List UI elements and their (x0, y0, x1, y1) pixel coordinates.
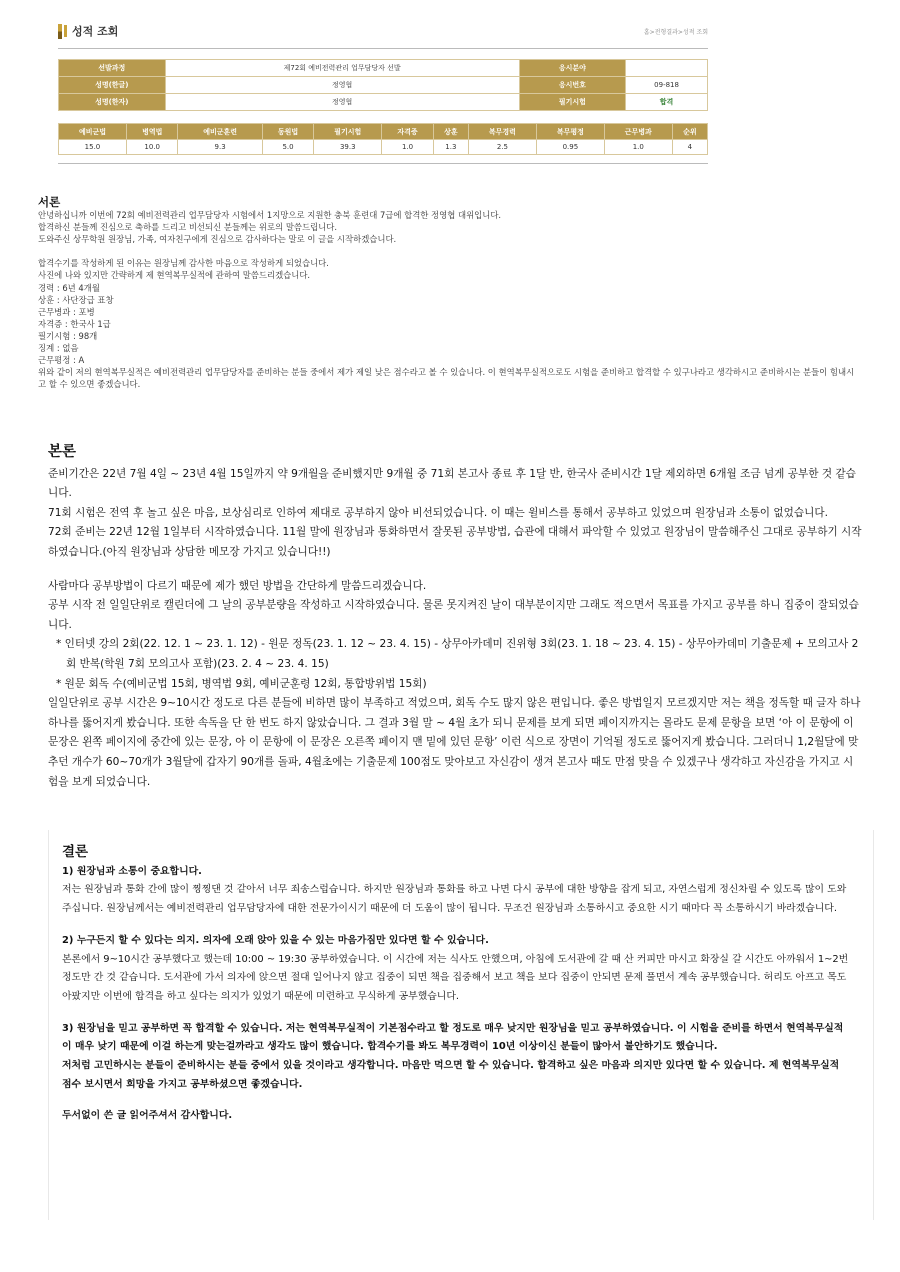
title-accent-icon (64, 25, 67, 37)
table-header-row (59, 124, 708, 140)
info-label: 성명(한자) (59, 94, 166, 111)
section-divider (48, 830, 49, 1220)
point-text: 본론에서 9~10시간 공부했다고 했는데 10:00 ~ 19:30 공부하였습니다. 이 시간에 저는 식사도 안했으며, 아침에 도서관에 갈 때 산 커피만 마시고 화장실 갈 시간도 아까워서 1~2번 정도만 간 것 같습니다. 도서관에 가서 의자에 앉으면 절대 일어나지 않고 집중이 되면 책을 집중해서 보고 책을 보다 집중이 안되면 문제 풀면서 계속 공부했습니다. 허리도 아프고 목도 아팠지만 이번에 합격을 하고 싶다는 의지가 있었기 때문에 미련하고 무식하게 공부했습니다. (62, 953, 849, 1002)
title-bar-icon (58, 24, 62, 39)
column-header: 예비군법 (59, 124, 127, 140)
column-header: 동원법 (262, 124, 314, 140)
body-paragraph: 72회 준비는 22년 12월 1일부터 시작하였습니다. 11월 말에 원장님과 통화하면서 잘못된 공부방법, 습관에 대해서 파악할 수 있었고 원장님이 말씀해주신 그대로 공부하기 시작하였습니다.(아직 원장님과 상담한 메모장 가지고 있습니다!!) (48, 526, 862, 558)
score-cell: 15.0 (59, 140, 127, 155)
breadcrumb[interactable]: 홈>전형결과>성적 조회 (643, 28, 708, 36)
body-section (48, 443, 863, 792)
info-value: 정영협 (165, 94, 519, 111)
score-cell: 1.3 (433, 140, 468, 155)
intro-line: 안녕하십니까 이번에 72회 예비전력관리 업무담당자 시험에서 1지망으로 지원한 충북 훈련대 7급에 합격한 정영협 대위입니다. (38, 210, 502, 221)
intro-closing: 위와 같이 저의 현역복무실적은 예비전력관리 업무담당자를 준비하는 분들 중에서 제가 제일 낮은 점수라고 볼 수 있습니다. 이 현역복무실적으로도 시험을 준비하고 합격할 수 있구나라고 생각하시고 준비하시는 분들이 힘내시고 할 수 있으면 좋겠습니다. (38, 367, 855, 390)
scores-section (58, 123, 708, 164)
column-header: 예비군훈련 (178, 124, 262, 140)
info-value (626, 60, 708, 77)
info-label: 응시분야 (519, 60, 625, 77)
info-label: 성명(한글) (59, 77, 166, 94)
body-paragraph: 공부 시작 전 일일단위로 캘린더에 그 날의 공부분량을 작성하고 시작하였습니다. 물론 못지켜진 날이 대부분이지만 그래도 적으면서 목표를 가지고 공부를 하니 집중이 잘되었습니다. (48, 599, 859, 631)
certificate-item: 자격증 : 한국사 1급 (38, 318, 111, 329)
score-cell: 2.5 (468, 140, 536, 155)
page-title (58, 23, 118, 39)
score-cell: 9.3 (178, 140, 262, 155)
review-count-bullet: * 원문 회독 수(예비군법 15회, 병역법 9회, 예비군훈령 12회, 통합방위법 15회) (56, 677, 427, 690)
evaluation-item: 근무평정 : A (38, 355, 85, 366)
info-value: 정영협 (165, 77, 519, 94)
table-row (59, 94, 708, 111)
score-cell: 1.0 (382, 140, 434, 155)
branch-item: 근무병과 : 포병 (38, 306, 95, 317)
column-header: 순위 (672, 124, 707, 140)
point-text: 저는 원장님과 통화 간에 많이 찡찡댄 것 같아서 너무 죄송스럽습니다. 하지만 원장님과 통화를 하고 나면 다시 공부에 대한 방향을 잡게 되고, 자연스럽게 정신차릴 수 있도록 많이 도와주십니다. 원장님께서는 예비전력관리 업무담당자에 대한 전문가이시기 때문에 더 도움이 많이 됩니다. 무조건 원장님과 소통하시고 중요한 시기 때마다 꼭 소통하시기 바라겠습니다. (62, 884, 847, 915)
info-label: 필기시험 (519, 94, 625, 111)
body-paragraph: 준비기간은 22년 7월 4일 ~ 23년 4월 15일까지 약 9개월을 준비했지만 9개월 중 71회 본고사 종료 후 1달 반, 한국사 준비시간 1달 제외하면 6개월 조금 넘게 공부한 것 같습니다. (48, 467, 856, 500)
score-cell: 5.0 (262, 140, 314, 155)
thanks-text: 두서없이 쓴 글 읽어주셔서 감사합니다. (62, 1110, 233, 1122)
study-plan-bullet: * 인터넷 강의 2회(22. 12. 1 ~ 23. 1. 12) - 원문 정독(23. 1. 12 ~ 23. 4. 15) - 상무아카데미 진위형 3회(23. 1. 18 ~ 23. 4. 15) - 상무아카데미 기출문제 + 모의고사 2회 반복(학원 7회 모의고사 포함)(23. 2. 4 ~ 23. 4. 15) (56, 638, 859, 670)
intro-line: 사진에 나와 있지만 간략하게 제 현역복무실적에 관하여 말씀드리겠습니다. (38, 270, 311, 281)
applicant-info-table (58, 59, 708, 111)
column-header: 복무경력 (468, 124, 536, 140)
intro-line: 합격하신 분들께 진심으로 축하를 드리고 비선되신 분들께는 위로의 말씀드립니다. (38, 222, 338, 233)
intro-line: 합격수기를 작성하게 된 이유는 원장님께 감사한 마음으로 작성하게 되었습니다. (38, 258, 329, 269)
point-text-bold: 저처럼 고민하시는 분들이 준비하시는 분들 중에서 있을 것이라고 생각합니다. 마음만 먹으면 할 수 있습니다. 합격하고 싶은 마음과 의지만 있다면 할 수 있습니다. 제 현역복무실적 점수 보시면서 희망을 가지고 공부하셨으면 좋겠습니다. (62, 1060, 840, 1090)
card-header (58, 20, 708, 49)
body-heading: 본론 (48, 444, 77, 460)
score-cell: 4 (672, 140, 707, 155)
table-row (59, 140, 708, 155)
info-label: 응시번호 (519, 77, 625, 94)
score-cell: 1.0 (604, 140, 672, 155)
result-status: 합격 (626, 94, 708, 111)
info-label: 선발과정 (59, 60, 166, 77)
body-paragraph: 사람마다 공부방법이 다르기 때문에 제가 했던 방법을 간단하게 말씀드리겠습니다. (48, 579, 427, 592)
column-header: 근무병과 (604, 124, 672, 140)
body-paragraph: 일일단위로 공부 시간은 9~10시간 정도로 다른 분들에 비하면 많이 부족하고 적었으며, 회독 수도 많지 않은 편입니다. 좋은 방법일지 모르겠지만 저는 책을 정독할 때 글자 하나하나를 뚫어지게 봤습니다. 또한 속독을 단 한 번도 하지 않았습니다. 그 결과 3월 말 ~ 4월 초가 되니 문제를 보게 되면 페이지까지는 몰라도 문제 문항을 보면 ‘아 이 문항에 이 문장은 왼쪽 페이지에 중간에 있는 문장, 아 이 문항에 이 문장은 오른쪽 페이지 맨 밑에 있던 문항’ 이런 식으로 장면이 기억될 정도로 뚫어지게 봤습니다. 그러더니 1,2월달에 맞추던 개수가 60~70개가 3월달에 갑자기 90개를 돌파, 4월초에는 기출문제 100점도 맞아보고 자신감이 생겨 본고사 때도 만점 맞을 수 있겠구나 생각하고 자신감을 가지고 시험을 보게 되었습니다. (48, 697, 861, 788)
scores-table (58, 123, 708, 155)
column-header: 복무평정 (536, 124, 604, 140)
written-exam-item: 필기시험 : 98개 (38, 330, 98, 341)
point-text-bold: 3) 원장님을 믿고 공부하면 꼭 합격할 수 있습니다. 저는 현역복무실적이 기본점수라고 할 정도로 매우 낮지만 원장님을 믿고 공부하였습니다. 이 시험을 준비를 하면서 현역복무실적이 매우 낮기 때문에 이걸 하는게 맞는걸까라고 생각도 많이 했습니다. 합격수기를 봐도 복무경력이 10년 이상이신 분들이 많아서 불안하기도 했습니다. (62, 1022, 844, 1053)
intro-heading: 서론 (38, 195, 61, 209)
award-item: 상훈 : 사단장급 표창 (38, 294, 114, 305)
score-cell: 10.0 (126, 140, 178, 155)
conclusion-heading: 결론 (62, 844, 89, 860)
section-divider (873, 830, 874, 1220)
point-heading: 1) 원장님과 소통이 중요합니다. (62, 865, 202, 877)
score-cell: 39.3 (314, 140, 382, 155)
table-row (59, 60, 708, 77)
point-heading: 2) 누구든지 할 수 있다는 의지. 의자에 오래 앉아 있을 수 있는 마음가짐만 있다면 할 수 있습니다. (62, 934, 489, 946)
intro-section (38, 196, 858, 390)
result-card (58, 20, 708, 164)
score-cell: 0.95 (536, 140, 604, 155)
column-header: 필기시험 (314, 124, 382, 140)
discipline-item: 징계 : 없음 (38, 343, 79, 354)
career-item: 경력 : 6년 4개월 (38, 282, 100, 293)
page-title-text: 성적 조회 (72, 25, 119, 38)
body-paragraph: 71회 시험은 전역 후 놀고 싶은 마음, 보상심리로 인하여 제대로 공부하지 않아 비선되었습니다. 이 때는 윌비스를 통해서 공부하고 있었으며 원장님과 소통이 없었습니다. (48, 506, 828, 519)
info-value: 09-818 (626, 77, 708, 94)
column-header: 병역법 (126, 124, 178, 140)
intro-line: 도와주신 상무학원 원장님, 가족, 여자친구에게 진심으로 감사하다는 말로 이 글을 시작하겠습니다. (38, 234, 397, 245)
column-header: 자격증 (382, 124, 434, 140)
column-header: 상훈 (433, 124, 468, 140)
info-value: 제72회 예비전력관리 업무담당자 선발 (165, 60, 519, 77)
conclusion-section (62, 843, 852, 1126)
table-row (59, 77, 708, 94)
